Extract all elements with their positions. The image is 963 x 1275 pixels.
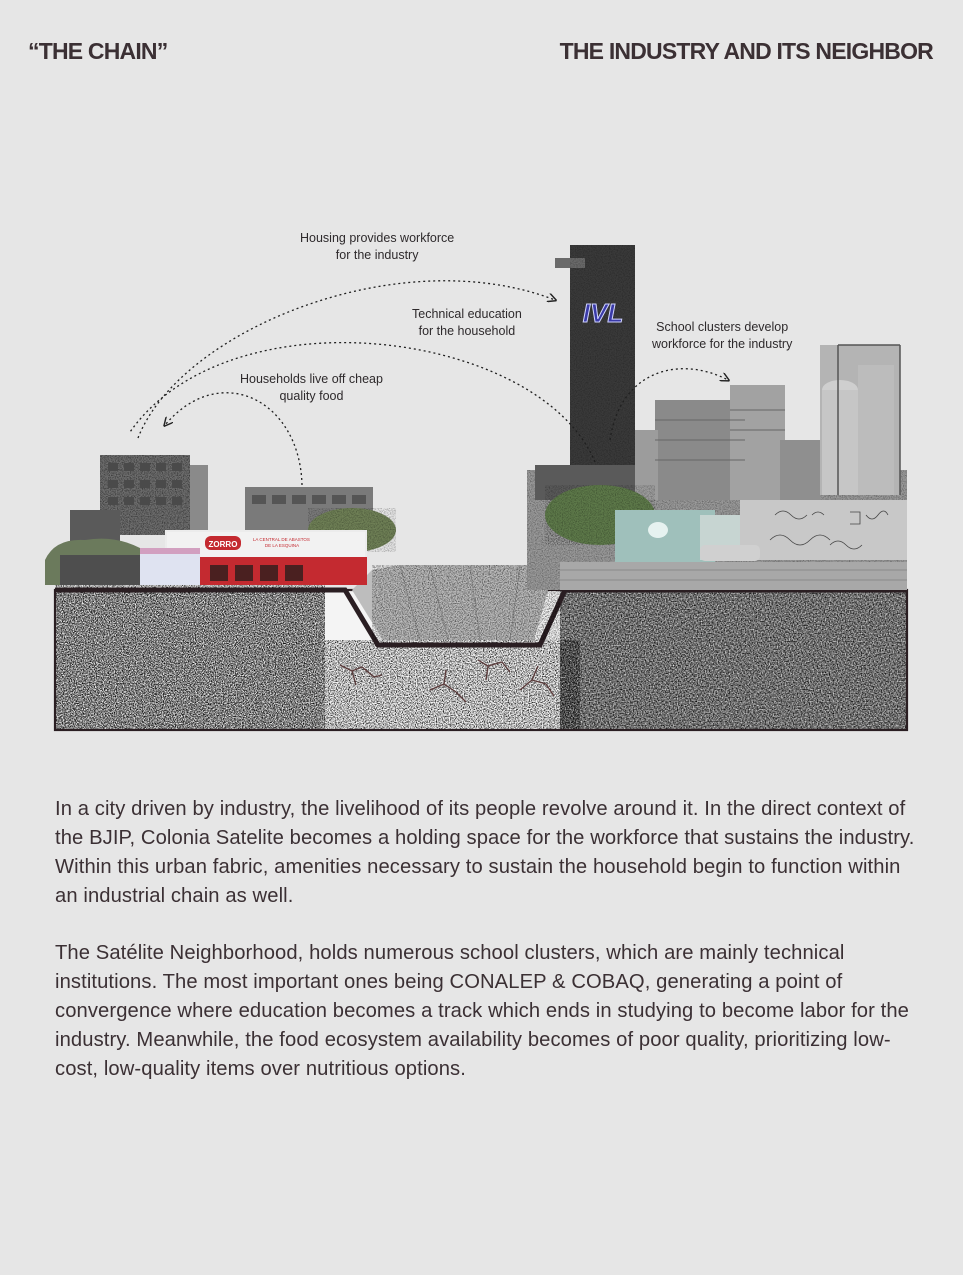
corner-store	[140, 530, 367, 585]
annotation-technical	[412, 306, 522, 340]
annotation-schools-text: School clusters develop workforce for the industry	[652, 320, 793, 351]
store-sign-line: LA CENTRAL DE ABASTOS	[252, 537, 310, 542]
page-title-left: “THE CHAIN”	[28, 38, 168, 64]
store-logo: ZORRO	[208, 540, 238, 549]
arrow-housing-to-industry	[138, 281, 555, 438]
annotation-housing	[300, 230, 454, 264]
paragraph-2: The Satélite Neighborhood, holds numerous school clusters, which are mainly technical institutions. The most important ones being CONALEP & COBAQ, generating a point of convergence where education becomes a track which ends in studying to become labor for the industry. Meanwhile, the food ecosystem availability becomes of poor quality, prioritizing low-cost, low-quality items over nutritious options.	[55, 942, 909, 1080]
annotation-technical-text: Technical education for the household	[412, 307, 522, 338]
paragraph-1: In a city driven by industry, the livelihood of its people revolve around it. In the direct context of the BJIP, Colonia Satelite becomes a holding space for the workforce that sustains the industry. Within this urban fabric, amenities necessary to sustain the household begin to function within an industrial chain as well.	[55, 798, 915, 907]
annotation-households-text: Households live off cheap quality food	[240, 372, 383, 403]
annotation-households	[240, 371, 383, 405]
tower-logo: IVL	[582, 298, 624, 328]
page-title-right: THE INDUSTRY AND ITS NEIGHBOR	[559, 38, 933, 64]
industrial-complex	[527, 245, 907, 590]
annotation-schools	[652, 319, 792, 353]
store-sign-line: DE LA ESQUINA	[264, 543, 300, 548]
annotation-housing-text: Housing provides workforce for the industry	[300, 231, 455, 262]
section-illustration	[0, 225, 963, 740]
